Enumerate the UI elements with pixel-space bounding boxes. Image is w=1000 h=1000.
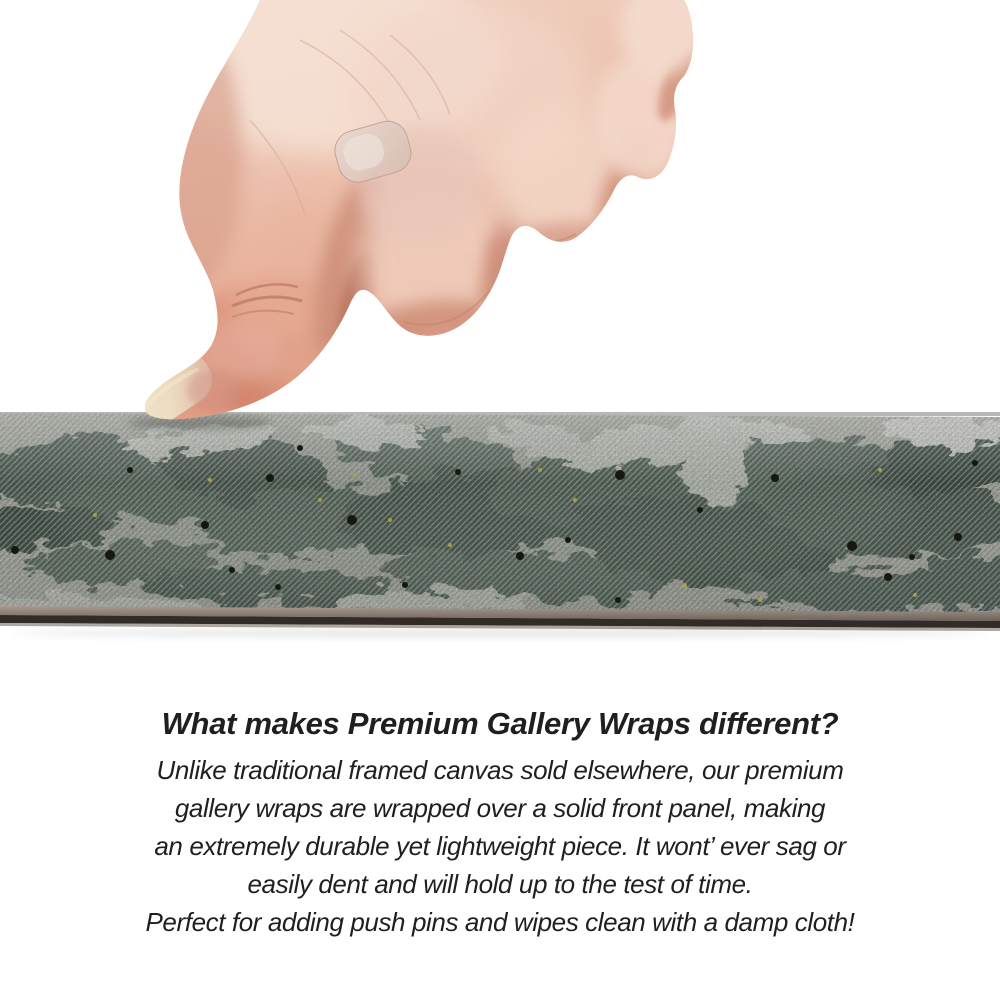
- section-heading: What makes Premium Gallery Wraps different?: [161, 706, 839, 741]
- body-line: Perfect for adding push pins and wipes clean with a damp cloth!: [145, 907, 855, 937]
- body-line: easily dent and will hold up to the test of time.: [247, 869, 753, 899]
- info-text-block: [0, 704, 1000, 941]
- hand-photo: [116, 0, 704, 444]
- body-line: an extremely durable yet lightweight piece. It wont’ ever sag or: [154, 831, 846, 861]
- canvas-edge-photo: [0, 410, 1000, 637]
- body-line: gallery wraps are wrapped over a solid front panel, making: [174, 793, 826, 823]
- body-line: Unlike traditional framed canvas sold elsewhere, our premium: [156, 755, 844, 785]
- section-body: [0, 751, 1000, 941]
